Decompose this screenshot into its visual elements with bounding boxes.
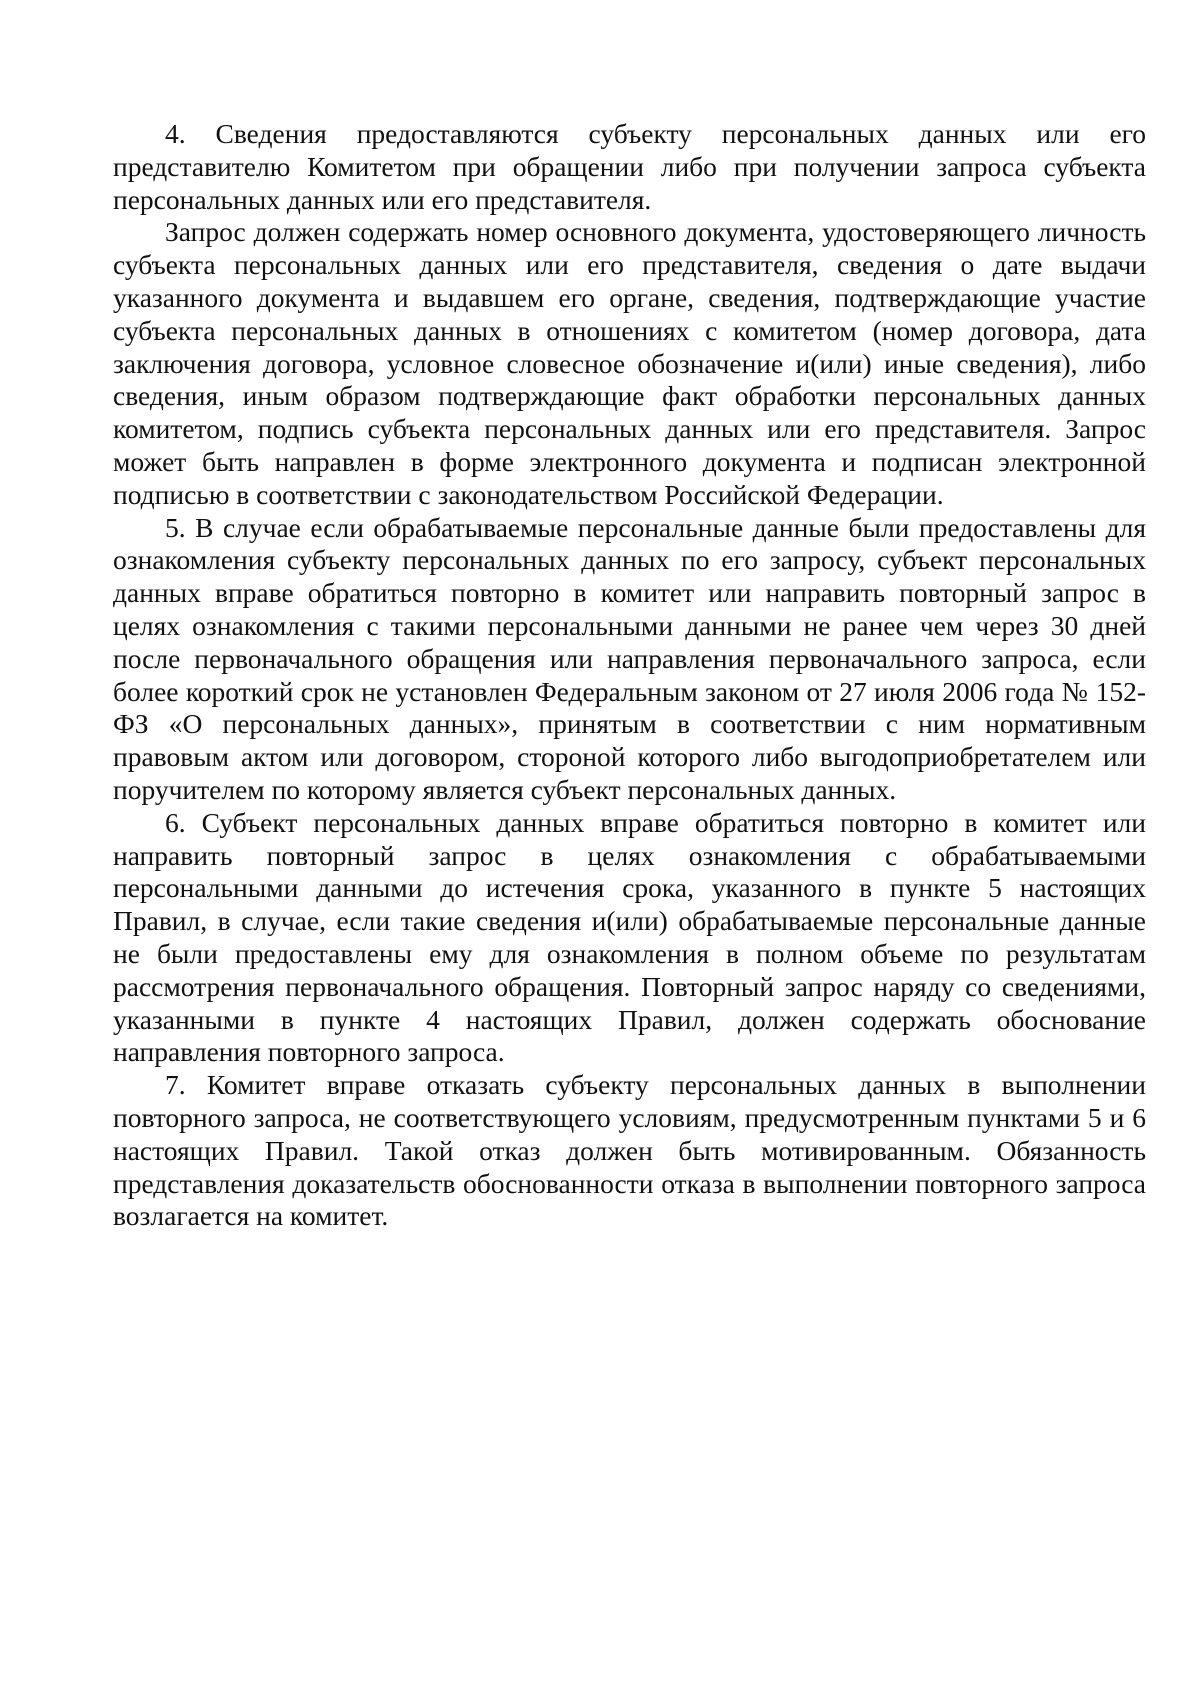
- document-body: [113, 118, 1146, 1233]
- paragraph-item-5: 5. В случае если обрабатываемые персональные данные были предоставлены для ознакомления субъекту персональных данных по его запросу, субъект персональных данных вправе обратиться повторно в комитет или направить повторный запрос в целях ознакомления с такими персональными данными не ранее чем через 30 дней после первоначального обращения или направления первоначального запроса, если более короткий срок не установлен Федеральным законом от 27 июля 2006 года № 152-ФЗ «О персональных данных», принятым в соответствии с ним нормативным правовым актом или договором, стороной которого либо выгодоприобретателем или поручителем по которому является субъект персональных данных.: [113, 511, 1146, 805]
- paragraph-request-content: Запрос должен содержать номер основного документа, удостоверяющего личность субъекта персональных данных или его представителя, сведения о дате выдачи указанного документа и выдавшем его органе, сведения, подтверждающие участие субъекта персональных данных в отношениях с комитетом (номер договора, дата заключения договора, условное словесное обозначение и(или) иные сведения), либо сведения, иным образом подтверждающие факт обработки персональных данных комитетом, подпись субъекта персональных данных или его представителя. Запрос может быть направлен в форме электронного документа и подписан электронной подписью в соответствии с законодательством Российской Федерации.: [113, 216, 1146, 510]
- paragraph-item-6: 6. Субъект персональных данных вправе обратиться повторно в комитет или направить повторный запрос в целях ознакомления с обрабатываемыми персональными данными до истечения срока, указанного в пункте 5 настоящих Правил, в случае, если такие сведения и(или) обрабатываемые персональные данные не были предоставлены ему для ознакомления в полном объеме по результатам рассмотрения первоначального обращения. Повторный запрос наряду со сведениями, указанными в пункте 4 настоящих Правил, должен содержать обоснование направления повторного запроса.: [113, 806, 1146, 1068]
- paragraph-item-7: 7. Комитет вправе отказать субъекту персональных данных в выполнении повторного запроса, не соответствующего условиям, предусмотренным пунктами 5 и 6 настоящих Правил. Такой отказ должен быть мотивированным. Обязанность представления доказательств обоснованности отказа в выполнении повторного запроса возлагается на комитет.: [113, 1069, 1146, 1232]
- paragraph-item-4: 4. Сведения предоставляются субъекту персональных данных или его представителю Комитетом при обращении либо при получении запроса субъекта персональных данных или его представителя.: [113, 118, 1146, 215]
